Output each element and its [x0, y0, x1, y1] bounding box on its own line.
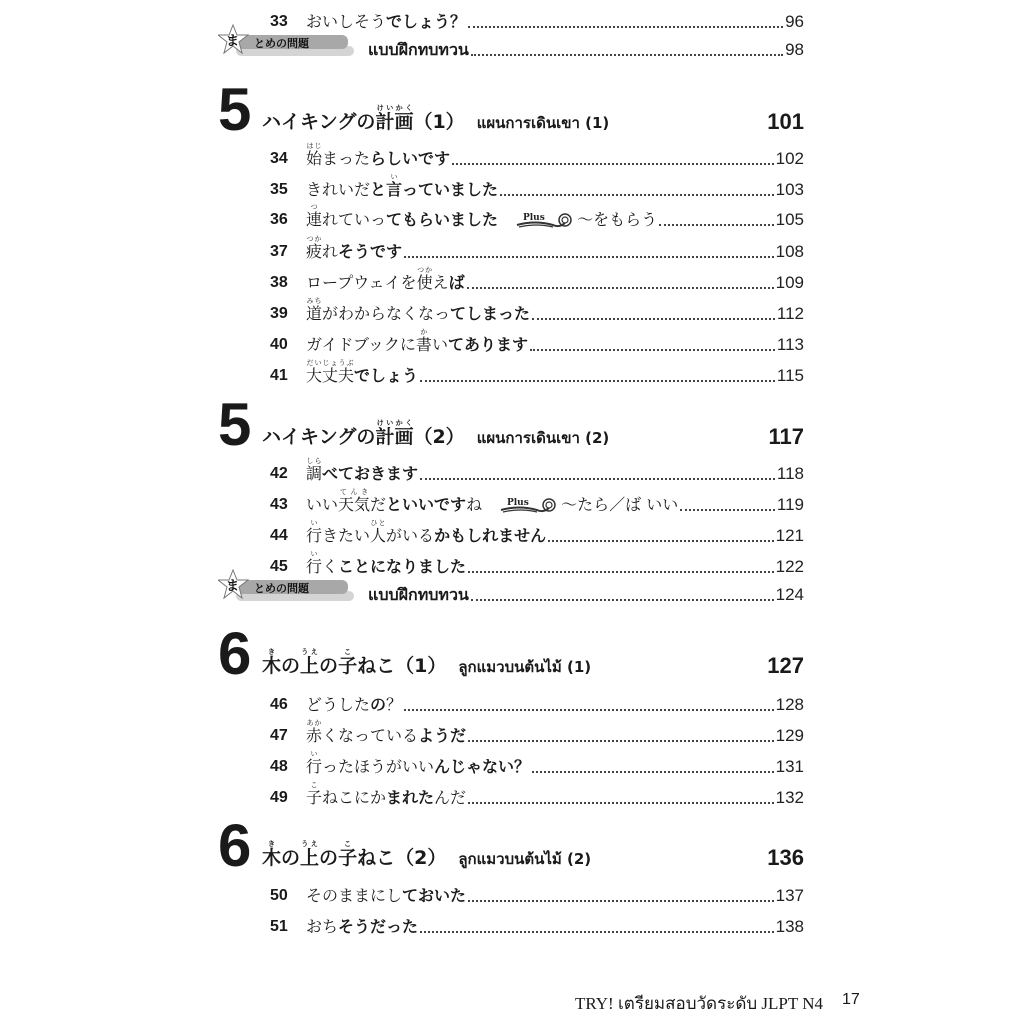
page-number: 137	[775, 886, 804, 905]
item-number: 35	[270, 181, 288, 198]
dot-leader	[532, 317, 775, 320]
item-title: 行いくことになりました	[306, 550, 467, 576]
item-title: きれいだと言いっていました	[306, 173, 499, 199]
chapter-number: 6	[218, 812, 252, 879]
summary-section[interactable]	[218, 569, 804, 607]
dot-leader	[530, 348, 775, 351]
page-number: 128	[775, 695, 804, 714]
dot-leader	[548, 539, 774, 542]
svg-text:ま: ま	[226, 579, 240, 594]
summary-badge-icon	[218, 569, 358, 607]
dot-leader	[468, 801, 774, 804]
dot-leader	[468, 739, 774, 742]
item-number: 37	[270, 243, 288, 260]
chapter-page: 117	[768, 424, 804, 449]
summary-title: แบบฝึกทบทวน	[368, 40, 469, 59]
toc-item[interactable]	[270, 139, 804, 169]
page-number: 138	[775, 917, 804, 936]
chapter-heading[interactable]	[218, 812, 804, 879]
page-number: 96	[785, 12, 804, 31]
dot-leader	[404, 708, 774, 711]
page-number: 131	[775, 757, 804, 776]
chapter-title: ハイキングの計画けいかく（2） แผนการเดินเขา (2)	[262, 419, 610, 448]
toc-item[interactable]	[270, 716, 804, 746]
footer-page-number: 17	[842, 991, 860, 1008]
page-number: 122	[775, 557, 804, 576]
toc-item[interactable]	[270, 170, 804, 200]
summary-badge-icon	[218, 24, 358, 62]
page-number: 124	[775, 585, 804, 604]
toc-item[interactable]	[270, 200, 804, 230]
item-title: 行いきたい人ひとがいるかもしれません	[306, 519, 547, 545]
item-number: 34	[270, 150, 288, 167]
item-title: ガイドブックに書かいてあります	[306, 328, 528, 354]
item-number: 39	[270, 305, 288, 322]
item-title: 大丈夫だいじょうぶでしょう	[306, 359, 419, 385]
item-title: どうしたの？	[306, 695, 403, 714]
chapter-heading[interactable]	[218, 620, 804, 687]
item-number: 48	[270, 758, 288, 775]
page-number: 109	[775, 273, 804, 292]
dot-leader	[467, 286, 774, 289]
chapter-page: 127	[767, 653, 804, 678]
summary-section[interactable]	[218, 24, 804, 62]
chapter-heading[interactable]	[218, 391, 804, 458]
toc-item[interactable]	[270, 685, 804, 715]
page-number: 105	[775, 210, 804, 229]
dot-leader	[420, 379, 775, 382]
dot-leader	[680, 508, 775, 511]
item-title: 道みちがわからなくなってしまった	[306, 297, 531, 323]
item-number: 46	[270, 696, 288, 713]
item-title: そのままにしておいた	[306, 886, 467, 905]
dot-leader	[404, 255, 774, 258]
item-number: 51	[270, 918, 288, 935]
chapter-page: 101	[767, 109, 804, 134]
chapter-page: 136	[767, 845, 804, 870]
toc-item[interactable]	[270, 778, 804, 808]
item-number: 40	[270, 336, 288, 353]
svg-text:とめの問題: とめの問題	[254, 582, 309, 595]
page-number: 119	[776, 495, 804, 514]
item-title: いい天気てんきだといいですね Plus ～たら／ば いい	[306, 487, 679, 514]
plus-badge-icon	[515, 210, 573, 230]
footer-book-title: TRY! เตรียมสอบวัดระดับ JLPT N4	[575, 994, 823, 1013]
item-number: 41	[270, 367, 288, 384]
dot-leader	[420, 477, 775, 480]
item-title: ロープウェイを使つかえば	[306, 266, 465, 292]
svg-text:とめの問題: とめの問題	[254, 37, 309, 50]
chapter-title: 木きの上うえの子こねこ（2） ลูกแมวบนต้นไม้ (2)	[262, 840, 592, 869]
toc-item[interactable]	[270, 876, 804, 906]
page-number: 103	[775, 180, 804, 199]
item-number: 43	[270, 496, 288, 513]
svg-text:ま: ま	[226, 34, 240, 49]
page-number: 108	[775, 242, 804, 261]
page-number: 121	[775, 526, 804, 545]
toc-item[interactable]	[270, 232, 804, 262]
dot-leader	[420, 930, 774, 933]
toc-item[interactable]	[270, 747, 804, 777]
dot-leader	[468, 899, 774, 902]
chapter-number: 6	[218, 620, 252, 687]
dot-leader	[452, 162, 774, 165]
chapter-title: 木きの上うえの子こねこ（1） ลูกแมวบนต้นไม้ (1)	[262, 648, 592, 677]
item-number: 45	[270, 558, 288, 575]
chapter-heading[interactable]	[218, 76, 804, 143]
toc-item[interactable]	[270, 356, 804, 386]
summary-title: แบบฝึกทบทวน	[368, 585, 469, 604]
chapter-number: 5	[218, 76, 252, 143]
item-title: 始はじまったらしいです	[306, 142, 451, 168]
item-title: おちそうだった	[306, 917, 419, 936]
toc-item[interactable]	[270, 263, 804, 293]
chapter-number: 5	[218, 391, 252, 458]
item-title: 赤あかくなっているようだ	[306, 719, 467, 745]
dot-leader	[471, 53, 783, 56]
item-number: 42	[270, 465, 288, 482]
svg-text:Plus: Plus	[507, 498, 529, 508]
dot-leader	[659, 223, 773, 226]
item-title: 疲つかれそうです	[306, 235, 403, 261]
toc-item[interactable]	[270, 454, 804, 484]
item-number: 50	[270, 887, 288, 904]
page-number: 132	[775, 788, 804, 807]
toc-item[interactable]	[270, 294, 804, 324]
toc-item[interactable]	[270, 325, 804, 355]
item-title: 子こねこにかまれたんだ	[306, 781, 467, 807]
toc-item[interactable]	[270, 516, 804, 546]
plus-badge-icon	[499, 495, 557, 515]
item-title: おいしそうでしょう？	[306, 12, 467, 31]
item-number: 44	[270, 527, 288, 544]
page-number: 113	[776, 335, 804, 354]
page-number: 112	[776, 304, 804, 323]
item-title: 連つれていってもらいました Plus ～をもらう	[306, 202, 658, 229]
page-number: 115	[776, 366, 804, 385]
item-number: 38	[270, 274, 288, 291]
page-number: 118	[776, 464, 804, 483]
item-number: 33	[270, 13, 288, 30]
item-number: 36	[270, 211, 288, 228]
dot-leader	[532, 770, 774, 773]
dot-leader	[471, 598, 774, 601]
toc-item[interactable]	[270, 485, 804, 515]
toc-item[interactable]	[270, 907, 804, 937]
page-number: 129	[775, 726, 804, 745]
item-title: 行いったほうがいいんじゃない？	[306, 750, 531, 776]
svg-text:Plus: Plus	[523, 213, 545, 223]
page-number: 102	[775, 149, 804, 168]
chapter-title: ハイキングの計画けいかく（1） แผนการเดินเขา (1)	[262, 104, 610, 133]
page-number: 98	[785, 40, 804, 59]
item-title: 調しらべておきます	[306, 457, 419, 483]
dot-leader	[500, 193, 774, 196]
item-number: 49	[270, 789, 288, 806]
item-number: 47	[270, 727, 288, 744]
